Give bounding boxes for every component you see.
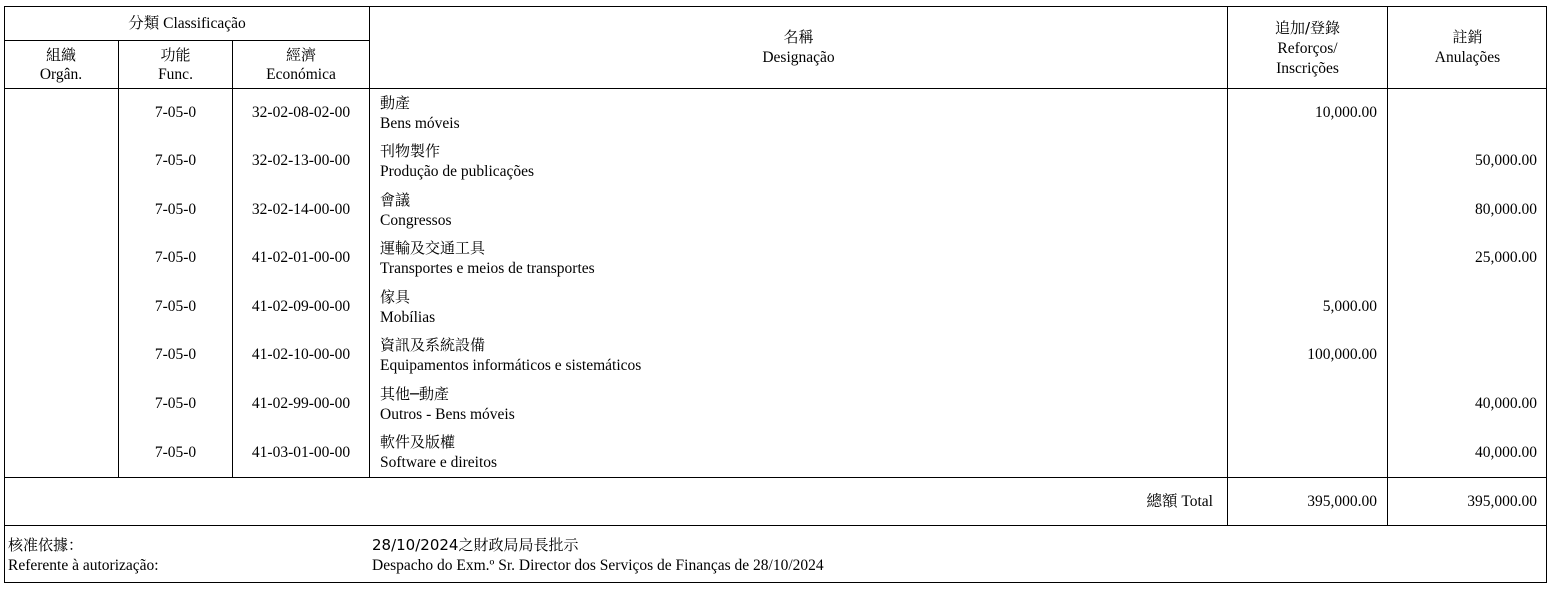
designation-pt: Bens móveis: [380, 115, 460, 132]
func-code: 7-05-0: [154, 249, 197, 266]
reforcos-amount: 10,000.00: [1315, 104, 1377, 121]
anulacoes-amount: 40,000.00: [1475, 444, 1537, 461]
anulacoes-amount: 40,000.00: [1475, 395, 1537, 412]
designation-pt: Transportes e meios de transportes: [380, 260, 595, 277]
col-divider-designation: [1227, 6, 1228, 526]
econ-code: 41-02-10-00-00: [251, 346, 351, 363]
col-divider-econ: [369, 6, 370, 478]
econ-code: 41-03-01-00-00: [251, 444, 351, 461]
header-func-zh: 功能: [160, 46, 191, 64]
authorization-value-zh: 28/10/2024之財政局局長批示: [372, 536, 579, 554]
reforcos-amount: 100,000.00: [1307, 346, 1377, 363]
header-reforcos-pt1: Reforços/: [1277, 40, 1338, 57]
header-classification: 分類 Classificação: [128, 15, 246, 32]
econ-code: 41-02-09-00-00: [251, 298, 351, 315]
header-anulacoes-pt: Anulações: [1434, 49, 1501, 66]
designation-pt: Equipamentos informáticos e sistemáticos: [380, 357, 642, 374]
func-code: 7-05-0: [154, 104, 197, 121]
designation-pt: Produção de publicações: [380, 163, 535, 180]
econ-code: 32-02-14-00-00: [251, 201, 351, 218]
header-organ-zh: 組織: [45, 46, 76, 64]
header-organ-pt: Orgân.: [39, 66, 83, 83]
econ-code: 41-02-99-00-00: [251, 395, 351, 412]
designation-zh: 運輸及交通工具: [380, 239, 486, 257]
func-code: 7-05-0: [154, 395, 197, 412]
total-reforcos: 395,000.00: [1307, 493, 1377, 510]
designation-zh: 刊物製作: [380, 142, 441, 160]
func-code: 7-05-0: [154, 298, 197, 315]
anulacoes-amount: 80,000.00: [1475, 201, 1537, 218]
func-code: 7-05-0: [154, 346, 197, 363]
header-func-pt: Func.: [158, 66, 193, 83]
header-econ-pt: Económica: [266, 66, 336, 83]
header-reforcos-pt2: Inscrições: [1276, 60, 1339, 77]
designation-zh: 資訊及系統設備: [380, 336, 486, 354]
header-designation-pt: Designação: [762, 49, 835, 66]
header-bottom-line: [4, 88, 1547, 89]
authorization-label-pt: Referente à autorização:: [8, 557, 159, 574]
designation-zh: 其他─動產: [380, 385, 450, 403]
designation-zh: 傢具: [380, 288, 411, 306]
authorization-label-zh: 核准依據：: [8, 536, 84, 554]
designation-pt: Mobílias: [380, 309, 436, 326]
func-code: 7-05-0: [154, 444, 197, 461]
header-reforcos-zh: 追加/登錄: [1274, 19, 1341, 37]
authorization-value-pt: Despacho do Exm.º Sr. Director dos Serviços de Finanças de 28/10/2024: [372, 557, 824, 574]
reforcos-amount: 5,000.00: [1322, 298, 1377, 315]
total-anulacoes: 395,000.00: [1467, 493, 1537, 510]
designation-zh: 動產: [380, 94, 411, 112]
econ-code: 32-02-08-02-00: [251, 104, 351, 121]
header-anulacoes-zh: 註銷: [1452, 28, 1483, 46]
total-top-line: [4, 477, 1547, 478]
designation-zh: 軟件及版權: [380, 433, 456, 451]
econ-code: 41-02-01-00-00: [251, 249, 351, 266]
designation-pt: Outros - Bens móveis: [380, 406, 515, 423]
header-designation-zh: 名稱: [783, 28, 814, 46]
anulacoes-amount: 50,000.00: [1475, 152, 1537, 169]
header-econ-zh: 經濟: [285, 46, 316, 64]
designation-pt: Software e direitos: [380, 454, 498, 471]
func-code: 7-05-0: [154, 201, 197, 218]
designation-pt: Congressos: [380, 212, 452, 229]
header-group-divider: [4, 40, 370, 41]
footer-top-line: [4, 525, 1547, 526]
anulacoes-amount: 25,000.00: [1475, 249, 1537, 266]
econ-code: 32-02-13-00-00: [251, 152, 351, 169]
designation-zh: 會議: [380, 191, 411, 209]
total-label: 總額 Total: [1146, 493, 1213, 510]
func-code: 7-05-0: [154, 152, 197, 169]
